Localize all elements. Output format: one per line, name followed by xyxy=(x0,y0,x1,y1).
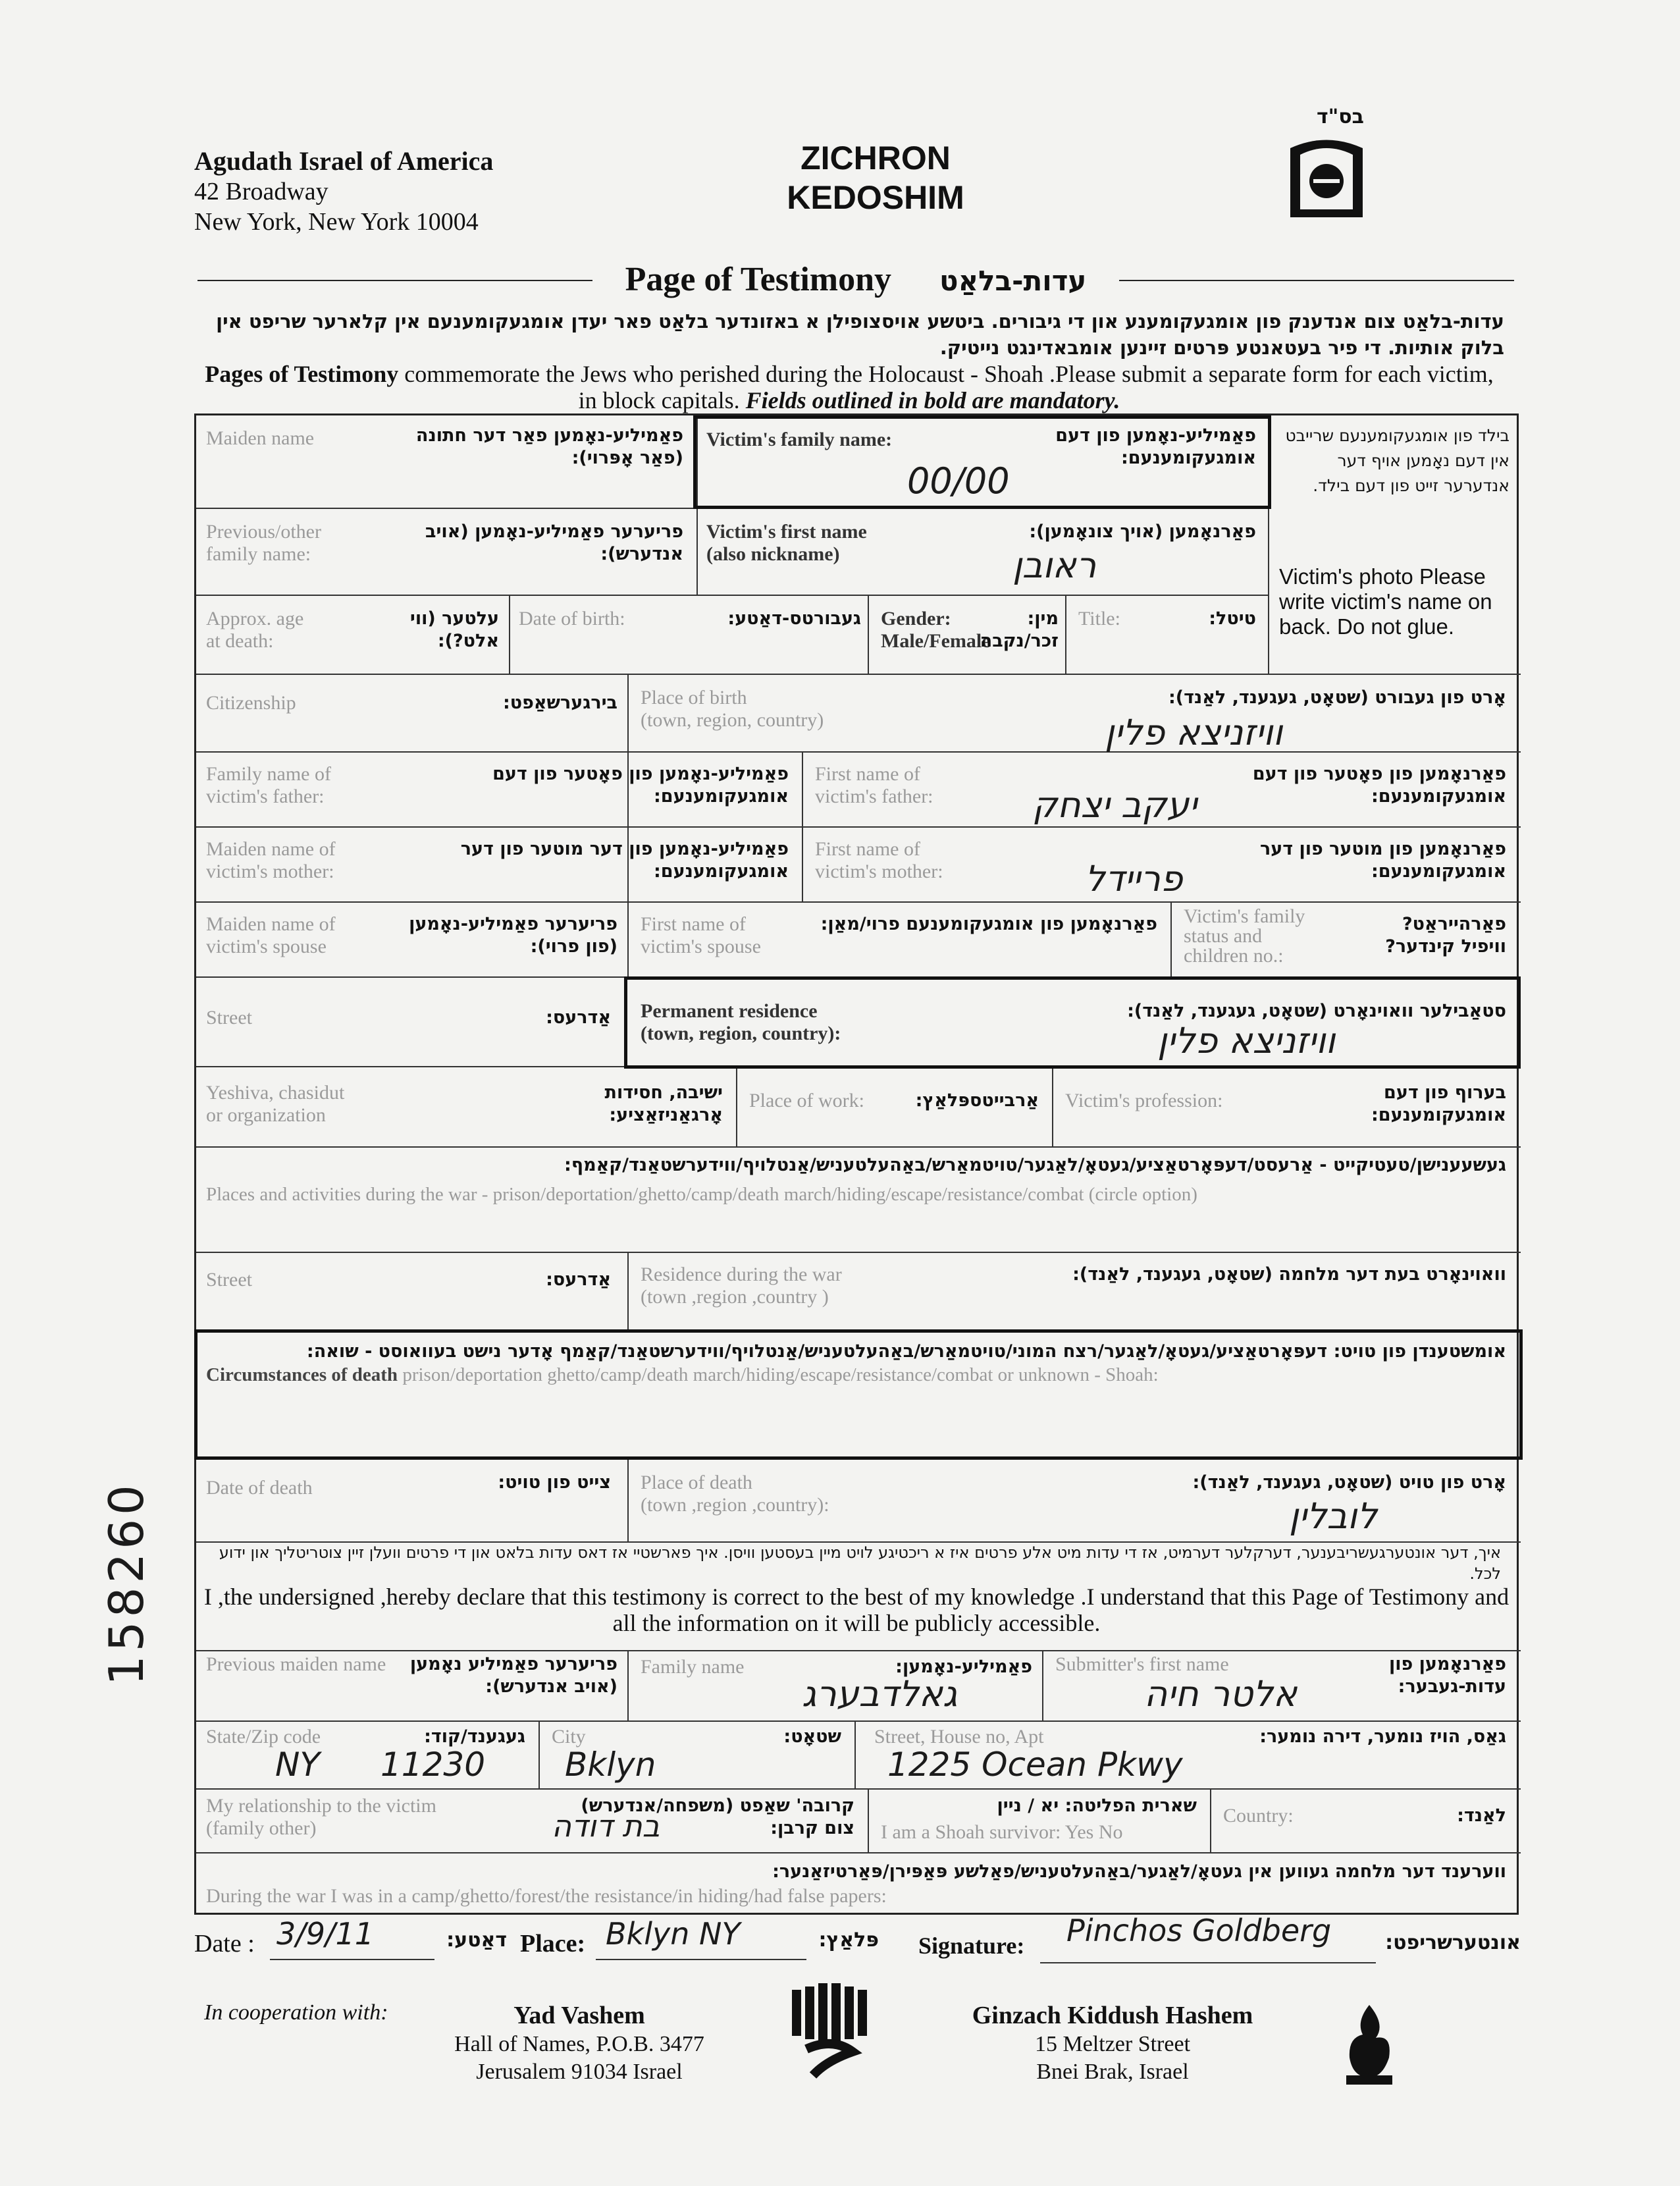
state-zip-label: State/Zip code xyxy=(206,1726,321,1747)
war-residence-label: Residence during the war (town ,region ,country ) xyxy=(641,1264,842,1308)
birthplace-label: Place of birth (town, region, country) xyxy=(641,687,824,731)
birthplace-label-he: אָרט פון געבורט (שטאָט, געגענד, לאַנד): xyxy=(1168,687,1506,708)
submitter-street-label: Street, House no, Apt xyxy=(874,1726,1044,1747)
state-zip-label-he: געגענד/קוד: xyxy=(424,1726,525,1747)
dob-label-he: געבורטס-דאַטע: xyxy=(727,608,861,629)
spouse-maiden-label: Maiden name of victim's spouse xyxy=(206,913,336,957)
workplace-label: Place of work: xyxy=(749,1090,864,1111)
signature-value[interactable]: Pinchos Goldberg xyxy=(1066,1913,1332,1948)
age-label-he: עלטער (ווי אלט?): xyxy=(409,608,499,651)
prev-family-label-he: פריערער פאַמיליע-נאָמען (אויב אנדערש): xyxy=(425,521,683,564)
citizenship-label-he: בירגערשאַפט: xyxy=(503,693,617,713)
intro-hebrew: עדות-בלאַט צום אנדענק פון אומגעקומענע און די גיבורים. ביטשע אויסצופילן א באזונדער בלאַט פאר יעדן אומגעקומענעם אין קלארער שריפט אין בלוק אותיות. די פיר בעטאנטע פּרטים זיינען אומבאדינגט נייטיק. xyxy=(216,310,1504,359)
death-place-label-he: אָרט פון טויט (שטאָט, געגענד, לאַנד): xyxy=(1192,1472,1506,1493)
title-label-he: טיטל: xyxy=(1209,608,1256,629)
mother-maiden-label: Maiden name of victim's mother: xyxy=(206,838,336,882)
yad-vashem-addr1: Hall of Names, P.O.B. 3477 xyxy=(454,2032,704,2056)
circumstances-label-he: אומשטענדן פון טויט: דעפּאָרטאַציע/געטאָ/לאַגער/רצח המוני/טויטמאַרש/באַהעלטעניש/אַנטלויף/ווידערשטאַנד/קאַמף אָדער נישט בעוואוסט - שואה: xyxy=(306,1341,1506,1362)
submitter-street-value[interactable]: 1225 Ocean Pkwy xyxy=(887,1746,1183,1784)
mother-first-label-he: פאַרנאָמען פון מוטער פון דער אומגעקומענעם: xyxy=(1259,839,1506,882)
testimony-form xyxy=(194,413,1519,1915)
gender-label: Gender: Male/Female xyxy=(881,608,991,652)
father-first-label-he: פאַרנאָמען פון פאָטער פון דעם אומגעקומענעם: xyxy=(1252,764,1506,807)
mother-first-value[interactable]: פריידל xyxy=(1085,858,1183,899)
country-label: Country: xyxy=(1223,1805,1294,1826)
signature-line xyxy=(1040,1962,1376,1963)
page-title-he: עדות-בלאַט xyxy=(939,265,1087,297)
org-name: Agudath Israel of America xyxy=(194,146,494,176)
intro-italic: Fields outlined in bold are mandatory. xyxy=(745,387,1120,413)
ginzach-addr2: Bnei Brak, Israel xyxy=(1036,2060,1189,2084)
relation-value[interactable]: בת דודה xyxy=(552,1808,660,1844)
intro-bold: Pages of Testimony xyxy=(205,361,399,387)
survivor-label-he: שארית הפליטה: יא / ניין xyxy=(997,1796,1197,1816)
family-name-label-he: פאַמיליע-נאָמען פון דעם אומגעקומענעם: xyxy=(1055,425,1256,468)
submitter-first-value[interactable]: אלטר חיה xyxy=(1144,1673,1298,1715)
title-zichron: ZICHRON xyxy=(801,140,951,176)
country-label-he: לאַנד: xyxy=(1457,1805,1506,1826)
street-label-he: אַדרעס: xyxy=(546,1007,611,1028)
place-label-he: פּלאַץ: xyxy=(818,1929,879,1952)
place-label: Place: xyxy=(520,1930,586,1958)
yeshiva-label: Yeshiva, chasidut or organization xyxy=(206,1082,345,1126)
date-value[interactable]: 3/9/11 xyxy=(276,1916,375,1952)
maiden-name-label-he: פאַמיליע-נאָמען פאַר דער חתונה (פאַר אָפּרוי): xyxy=(415,425,683,468)
residence-label: Permanent residence (town, region, country): xyxy=(641,1000,841,1044)
birthplace-value[interactable]: וויזניצא פלין xyxy=(1105,712,1283,753)
profession-label-he: בערוף פון דעם אומגעקומענעם: xyxy=(1371,1082,1506,1125)
date-label: Date : xyxy=(194,1930,255,1958)
ginzach-addr1: 15 Meltzer Street xyxy=(1034,2032,1191,2056)
city-label: City xyxy=(552,1726,586,1747)
yeshiva-label-he: ישיבה, חסידות אָרגאַניזאַציע: xyxy=(604,1082,723,1125)
side-reference-number: 158260 xyxy=(99,1481,154,1686)
father-family-label: Family name of victim's father: xyxy=(206,763,331,807)
maiden-name-label: Maiden name xyxy=(206,427,315,449)
submitter-family-value[interactable]: גאלדבערג xyxy=(802,1673,958,1715)
place-value[interactable]: Bklyn NY xyxy=(606,1916,741,1952)
flame-logo-icon xyxy=(1336,2002,1402,2087)
gender-label-he: מין: זכר/נקבה xyxy=(980,608,1059,651)
form-title xyxy=(744,138,1007,217)
submitter-family-label: Family name xyxy=(641,1656,745,1678)
father-first-label: First name of victim's father: xyxy=(815,763,933,807)
circumstances-label: Circumstances of death prison/deportation ghetto/camp/death march/hiding/escape/resistance/combat or unknown - Shoah: xyxy=(206,1364,1159,1385)
war-place-label: During the war I was in a camp/ghetto/forest/the resistance/in hiding/had false papers: xyxy=(206,1885,887,1907)
intro-text: commemorate the Jews who perished during the Holocaust - Shoah .Please submit a separate form for each victim, in block capitals. xyxy=(398,361,1494,413)
city-label-he: שטאָט: xyxy=(783,1726,841,1747)
profession-label: Victim's profession: xyxy=(1065,1090,1223,1111)
dob-label: Date of birth: xyxy=(519,608,625,629)
submitter-family-label-he: פאַמיליע-נאָמען: xyxy=(895,1657,1032,1677)
yad-vashem-addr2: Jerusalem 91034 Israel xyxy=(476,2060,683,2084)
spouse-first-label: First name of victim's spouse xyxy=(641,913,761,957)
war-street-label-he: אַדרעס: xyxy=(546,1269,611,1290)
ginzach-block xyxy=(935,2002,1290,2086)
father-family-label-he: פאַמיליע-נאָמען פון פאָטער פון דעם אומגעקומענעם: xyxy=(492,764,789,807)
prev-family-label: Previous/other family name: xyxy=(206,521,321,565)
date-line xyxy=(270,1959,434,1960)
intro-english xyxy=(194,361,1504,413)
yad-vashem-name: Yad Vashem xyxy=(513,2002,645,2029)
first-name-value[interactable]: ראובן xyxy=(1012,545,1097,586)
city-value[interactable]: Bklyn xyxy=(565,1746,656,1784)
death-date-label: Date of death xyxy=(206,1477,313,1499)
war-activities-label: Places and activities during the war - prison/deportation/ghetto/camp/death march/hiding/escape/resistance/combat (circle option) xyxy=(206,1184,1197,1205)
declaration-english: I ,the undersigned ,hereby declare that this testimony is correct to the best of my knowledge .I understand that this Page of Testimony and all the information on it will be publicly accessible. xyxy=(203,1584,1509,1636)
cooperation-label: In cooperation with: xyxy=(204,2000,388,2025)
org-block xyxy=(194,146,493,237)
state-value[interactable]: NY xyxy=(275,1746,320,1784)
relation-label-he: קרובה' שאַפט (משפחה/אנדערש) צום קרבן: xyxy=(581,1796,854,1838)
death-place-label: Place of death (town ,region ,country): xyxy=(641,1472,829,1516)
org-address-line2: New York, New York 10004 xyxy=(194,208,479,236)
org-address-line1: 42 Broadway xyxy=(194,178,328,205)
street-label: Street xyxy=(206,1007,252,1028)
death-place-value[interactable]: לובלין xyxy=(1289,1495,1378,1537)
residence-value[interactable]: וויזניצא פלין xyxy=(1157,1020,1336,1061)
survivor-label: I am a Shoah survivor: Yes No xyxy=(881,1821,1123,1843)
page-title xyxy=(527,260,1185,299)
residence-label-he: סטאַבילער וואוינאָרט (שטאָט, געגענד, לאַנד): xyxy=(1127,1001,1506,1021)
war-street-label: Street xyxy=(206,1269,252,1291)
death-date-label-he: צייט פון טויט: xyxy=(498,1472,611,1493)
signature-label-he: אונטערשריפט: xyxy=(1385,1931,1521,1954)
family-status-label-he: פאַרהייראַט? וויפיל קינדער? xyxy=(1385,914,1506,957)
submitter-prev-maiden-label-he: פריערער פאַמיליע נאָמען (אויב אנדערש): xyxy=(409,1654,617,1697)
family-name-value[interactable]: 00/00 xyxy=(907,460,1010,502)
ginzach-name: Ginzach Kiddush Hashem xyxy=(972,2002,1253,2029)
mother-maiden-label-he: פאַמיליע-נאָמען פון דער מוטער פון דער אומגעקומענעם: xyxy=(460,839,789,882)
zip-value[interactable]: 11230 xyxy=(381,1746,486,1784)
title-label: Title: xyxy=(1078,608,1120,629)
workplace-label-he: אַרבייטספּלאַץ: xyxy=(915,1090,1039,1111)
family-name-label: Victim's family name: xyxy=(706,429,893,450)
photo-instructions-en: Victim's photo Please write victim's name on back. Do not glue. xyxy=(1279,564,1492,639)
menorah-logo-icon xyxy=(787,1983,879,2082)
yad-vashem-block xyxy=(434,2002,724,2086)
declaration-hebrew: איך, דער אונטערגעשריבענער, דערקלער דערמיט, אז די עדות מיט אלע פרטים איז א ריכטיגע לויט מיין בעסטען וויסן. איך פארשטיי אז דאס עדות בלאט און די פרטים וועלן זיין צוטריטליך און ידוע לכל. xyxy=(219,1543,1501,1583)
bsd-mark: בס"ד xyxy=(1317,105,1364,128)
war-activities-label-he: געשעענישן/טעטיקייט - אַרעסט/דעפּאָרטאַציע/געטאָ/לאַגער/טויטמאַרש/באַהעלטעניש/אַנטלויף/ווידערשטאַנד/קאַמף: xyxy=(564,1155,1506,1175)
first-name-label-he: פאַרנאָמען (אויך צונאָמען): xyxy=(1029,521,1256,542)
page-title-en: Page of Testimony xyxy=(625,261,892,298)
submitter-first-label-he: פאַרנאָמען פון עדות-געבער: xyxy=(1388,1654,1506,1697)
signature-label: Signature: xyxy=(918,1933,1025,1959)
submitter-first-label: Submitter's first name xyxy=(1055,1653,1229,1675)
mother-first-label: First name of victim's mother: xyxy=(815,838,943,882)
torah-logo-icon xyxy=(1284,132,1369,221)
relation-label: My relationship to the victim (family other) xyxy=(206,1795,436,1839)
photo-instructions-he: בילד פון אומגעקומענעם שרייבט אין דעם נאָמען אויף דער אנדערער זייט פון דעם בילד. xyxy=(1285,426,1509,495)
place-line xyxy=(596,1959,806,1960)
age-label: Approx. age at death: xyxy=(206,608,304,652)
citizenship-label: Citizenship xyxy=(206,692,296,714)
spouse-maiden-label-he: פריערער פאַמיליע-נאָמען (פון פרוי): xyxy=(409,914,617,957)
title-kedoshim: KEDOSHIM xyxy=(787,179,964,216)
family-status-label: Victim's family status and children no.: xyxy=(1184,905,1305,967)
war-residence-label-he: וואוינאָרט בעת דער מלחמה (שטאָט, געגענד, לאַנד): xyxy=(1072,1264,1506,1285)
submitter-street-label-he: גאַס, הויז נומער, דירה נומער: xyxy=(1259,1726,1506,1747)
first-name-label: Victim's first name (also nickname) xyxy=(706,521,867,565)
date-label-he: דאַטע: xyxy=(446,1929,507,1952)
spouse-first-label-he: פאַרנאָמען פון אומגעקומענעם פרוי/מאַן: xyxy=(820,914,1157,934)
war-place-label-he: ווערענד דער מלחמה געווען אין געטאָ/לאַגער/באַהעלטעניש/פאַלשע פּאַפּירן/פּאַרטיזאַנער: xyxy=(772,1861,1506,1882)
submitter-prev-maiden-label: Previous maiden name xyxy=(206,1653,386,1675)
father-first-value[interactable]: יעקב יצחק xyxy=(1032,784,1197,826)
